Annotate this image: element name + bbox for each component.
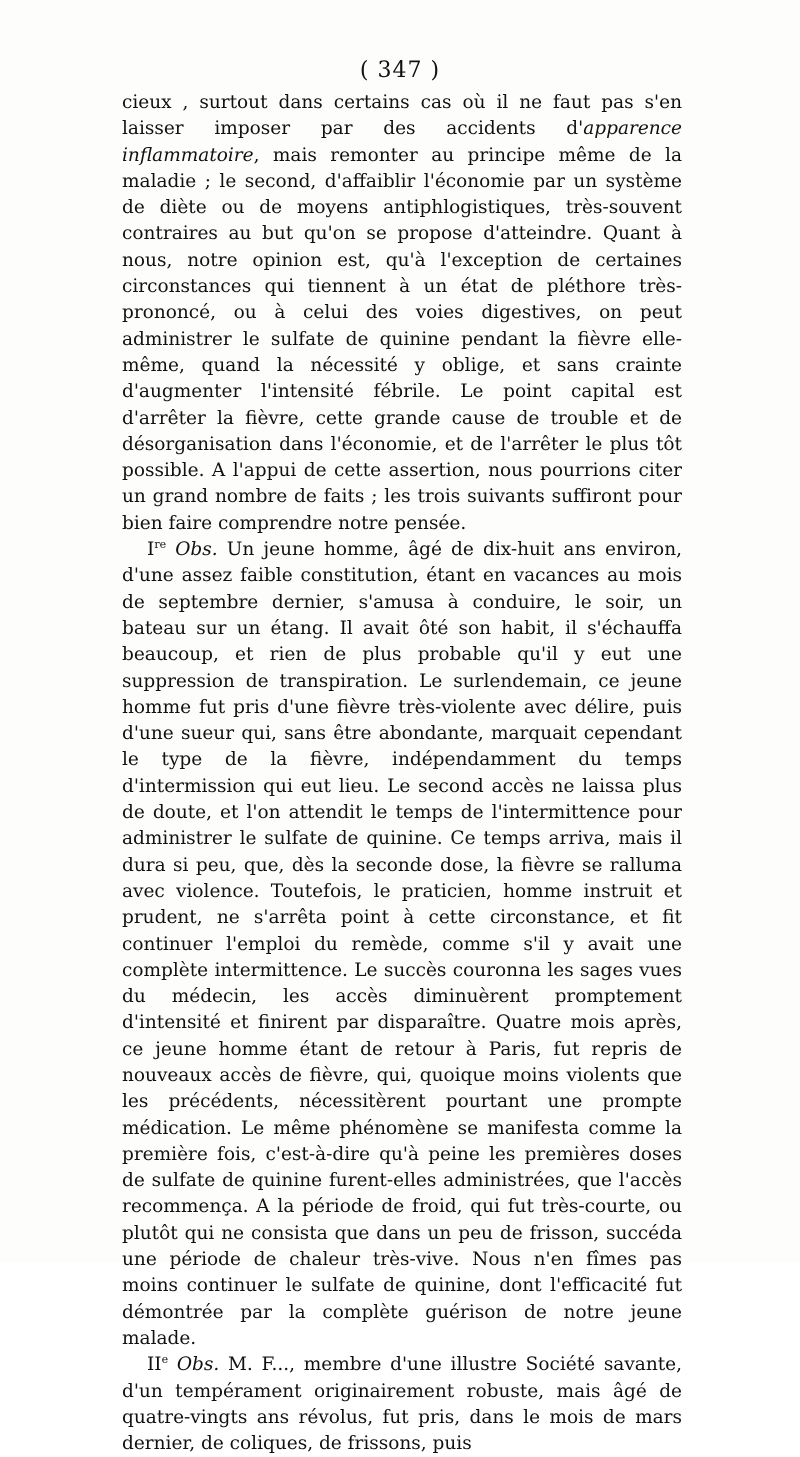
paragraph-intro xyxy=(122,90,682,537)
italic-phrase: apparence inflammatoire xyxy=(122,118,682,166)
paragraph-observation-1 xyxy=(122,537,682,1352)
page-number: ( 347 ) xyxy=(359,58,441,83)
text-segment: , mais remonter au principe même de la maladie ; le second, d'affaiblir l'économie par un système de diète ou de moyens antiphlogistiques, très-souvent contraires au but qu'on se propose d'atteindre. Quant à nous, notre opinion est, qu'à l'exception de certaines circonstances qui tiennent à un état de pléthore très-prononcé, ou à celui des voies digestives, on peut administrer le sulfate de quinine pendant la fièvre elle-même, quand la nécessité y oblige, et sans crainte d'augmenter l'intensité fébrile. Le point capital est d'arrêter la fièvre, cette grande cause de trouble et de désorganisation dans l'économie, et de l'arrêter le plus tôt possible. A l'appui de cette assertion, nous pourrions citer un grand nombre de faits ; les trois suivants suffiront pour bien faire comprendre notre pensée. xyxy=(122,144,682,534)
body-text xyxy=(122,90,682,1457)
observation-label: Obs. xyxy=(175,539,218,561)
paragraph-observation-2 xyxy=(122,1352,682,1457)
text-segment: Un jeune homme, âgé de dix-huit ans environ, d'une assez faible constitution, étant en vacances au mois de septembre dernier, s'amusa à conduire, le soir, un bateau sur un étang. Il avait ôté son habit, il s'échauffa beaucoup, et rien de plus probable qu'il y eut une suppression de transpiration. Le surlendemain, ce jeune homme fut pris d'une fièvre très-violente avec délire, puis d'une sueur qui, sans être abondante, marquait cependant le type de la fièvre, indépendamment du temps d'intermission qui eut lieu. Le second accès ne laissa plus de doute, et l'on attendit le temps de l'intermittence pour administrer le sulfate de quinine. Ce temps arriva, mais il dura si peu, que, dès la seconde dose, la fièvre se ralluma avec violence. Toutefois, le praticien, homme instruit et prudent, ne s'arrêta point à cette circonstance, et fit continuer l'emploi du remède, comme s'il y avait une complète intermittence. Le succès couronna les sages vues du médecin, les accès diminuèrent promptement d'intensité et finirent par disparaître. Quatre mois après, ce jeune homme étant de retour à Paris, fut repris de nouveaux accès de fièvre, qui, quoique moins violents que les précédents, nécessitèrent pourtant une prompte médication. Le même phénomène se manifesta comme la première fois, c'est-à-dire qu'à peine les premières doses de sulfate de quinine furent-elles administrées, que l'accès recommença. A la période de froid, qui fut très-courte, ou plutôt qui ne consista que dans un peu de frisson, succéda une période de chaleur très-vive. Nous n'en fîmes pas moins continuer le sulfate de quinine, dont l'efficacité fut démontrée par la complète guérison de notre jeune malade. xyxy=(122,539,682,1349)
text-segment: M. F..., membre d'une illustre Société savante, d'un tempérament originairement robuste, mais âgé de quatre-vingts ans révolus, fut pris, dans le mois de mars dernier, de coliques, de frissons, puis xyxy=(122,1354,682,1455)
text-segment: cieux , surtout dans certains cas où il ne faut pas s'en laisser imposer par des accidents d' xyxy=(122,92,682,140)
observation-number: Ire xyxy=(147,537,167,561)
observation-label: Obs. xyxy=(176,1354,220,1376)
observation-number: IIe xyxy=(147,1353,169,1376)
